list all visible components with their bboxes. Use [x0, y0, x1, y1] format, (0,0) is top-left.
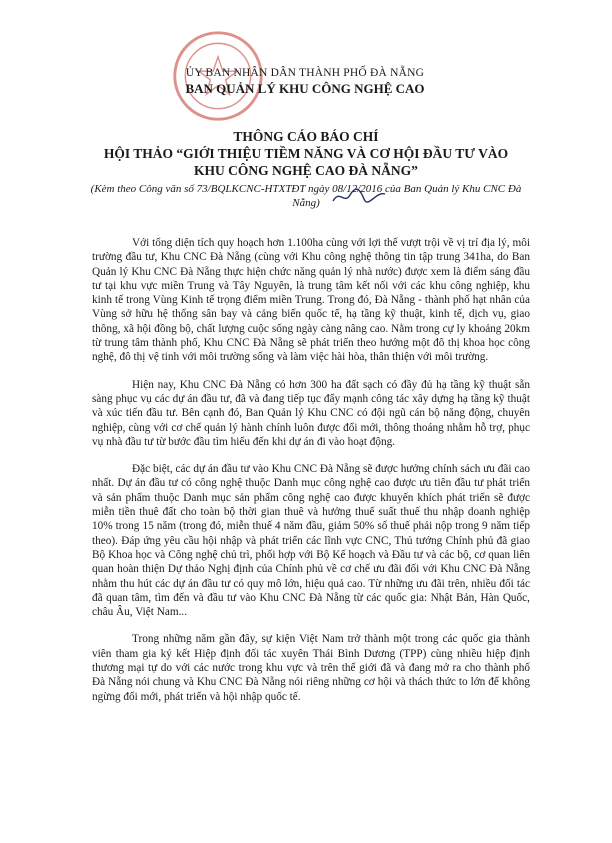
paragraph: Trong những năm gần đây, sự kiện Việt Nam trở thành một trong các quốc gia thành viên tham gia ký kết Hiệp định đối tác xuyên Thái Bình Dương (TPP) cùng nhiều hiệp định thương mại tự do với các nước trong khu vực và trên thế giới đã và đang mở ra cho thành phố Đà Nẵng nói chung và Khu CNC Đà Nẵng nói riêng những cơ hội và thách thức to lớn để không ngừng đổi mới, phát triển và hội nhập quốc tế. — [92, 633, 530, 703]
body-text — [92, 236, 530, 717]
event-title: HỘI THẢO “GIỚI THIỆU TIỀM NĂNG VÀ CƠ HỘI ĐẦU TƯ VÀO KHU CÔNG NGHỆ CAO ĐÀ NẴNG” — [103, 146, 509, 178]
agency-header — [150, 66, 460, 97]
paragraph: Với tổng diện tích quy hoạch hơn 1.100ha cùng với lợi thế vượt trội về vị trí địa lý, môi trường đầu tư, Khu CNC Đà Nẵng (cùng với Khu công nghệ thông tin tập trung 341ha, do Ban Quản lý Khu CNC Đà Nẵng thực hiện chức năng quản lý nhà nước) được xem là điểm sáng đầu tư tại khu vực miền Trung và Tây Nguyên, là trung tâm kết nối với các khu công nghiệp, khu kinh tế trong Vùng Kinh tế trọng điểm miền Trung. Trong đó, Đà Nẵng - thành phố hạt nhân của Vùng sở hữu hệ thống sân bay và cảng biển quốc tế, hạ tầng kỹ thuật, kinh tế, dịch vụ, giao thông, xã hội đồng bộ, chất lượng cuộc sống ngày càng nâng cao. Nằm trong cự ly khoảng 20km từ trung tâm thành phố, Khu CNC Đà Nẵng sẽ phát triển theo hướng một đô thị khoa học công nghệ, đô thị vệ tinh với môi trường sống và làm việc hài hòa, thân thiện với môi trường. — [92, 237, 530, 364]
paragraph: Hiện nay, Khu CNC Đà Nẵng có hơn 300 ha đất sạch có đầy đủ hạ tầng kỹ thuật sẵn sàng phục vụ các dự án đầu tư, đã và đang tiếp tục đẩy mạnh công tác xây dựng hạ tầng kỹ thuật và xúc tiến đầu tư. Bên cạnh đó, Ban Quản lý Khu CNC có đội ngũ cán bộ năng động, chuyên nghiệp, cùng với cơ chế quản lý hành chính luôn được đổi mới, thông thoáng nhằm hỗ trợ, phục vụ nhà đầu tư từ bước đầu tìm hiểu đến khi dự án đi vào hoạt động. — [92, 378, 530, 448]
title-block — [90, 128, 522, 210]
paragraph: Đặc biệt, các dự án đầu tư vào Khu CNC Đà Nẵng sẽ được hưởng chính sách ưu đãi cao nhất. Dự án đầu tư có công nghệ thuộc Danh mục công nghệ cao được ưu tiên đầu tư phát triển và sản phẩm thuộc Danh mục sản phẩm công nghệ cao được khuyến khích phát triển sẽ được miễn tiền thuê đất cho toàn bộ thời gian thuê và hưởng thuế suất thuế thu nhập doanh nghiệp 10% trong 15 năm (trong đó, miễn thuế 4 năm đầu, giảm 50% số thuế phải nộp trong 9 năm tiếp theo). Đáp ứng yêu cầu hội nhập và phát triển các lĩnh vực CNC, Thủ tướng Chính phủ đã giao Bộ Khoa học và Công nghệ chủ trì, phối hợp với Bộ Kế hoạch và Đầu tư và các bộ, cơ quan liên quan hoàn thiện Dự thảo Nghị định của Chính phủ về cơ chế ưu đãi đối với Khu CNC Đà Nẵng nhằm thu hút các dự án đầu tư có quy mô lớn, hiệu quả cao. Từ những ưu đãi trên, nhiều đối tác đã quan tâm, tìm đến và đầu tư vào Khu CNC Đà Nẵng từ các quốc gia: Nhật Bản, Hàn Quốc, châu Âu, Việt Nam... — [92, 463, 530, 619]
signature-mark — [330, 185, 388, 207]
document-type: THÔNG CÁO BÁO CHÍ — [233, 129, 379, 144]
agency-parent: ỦY BAN NHÂN DÂN THÀNH PHỐ ĐÀ NẴNG — [185, 67, 425, 79]
agency-name: BAN QUẢN LÝ KHU CÔNG NGHỆ CAO — [185, 81, 425, 96]
reference-note: (Kèm theo Công văn số 73/BQLKCNC-HTXTĐT ngày 08/12/2016 của Ban Quản lý Khu CNC Đà Nẵng) — [90, 183, 522, 209]
